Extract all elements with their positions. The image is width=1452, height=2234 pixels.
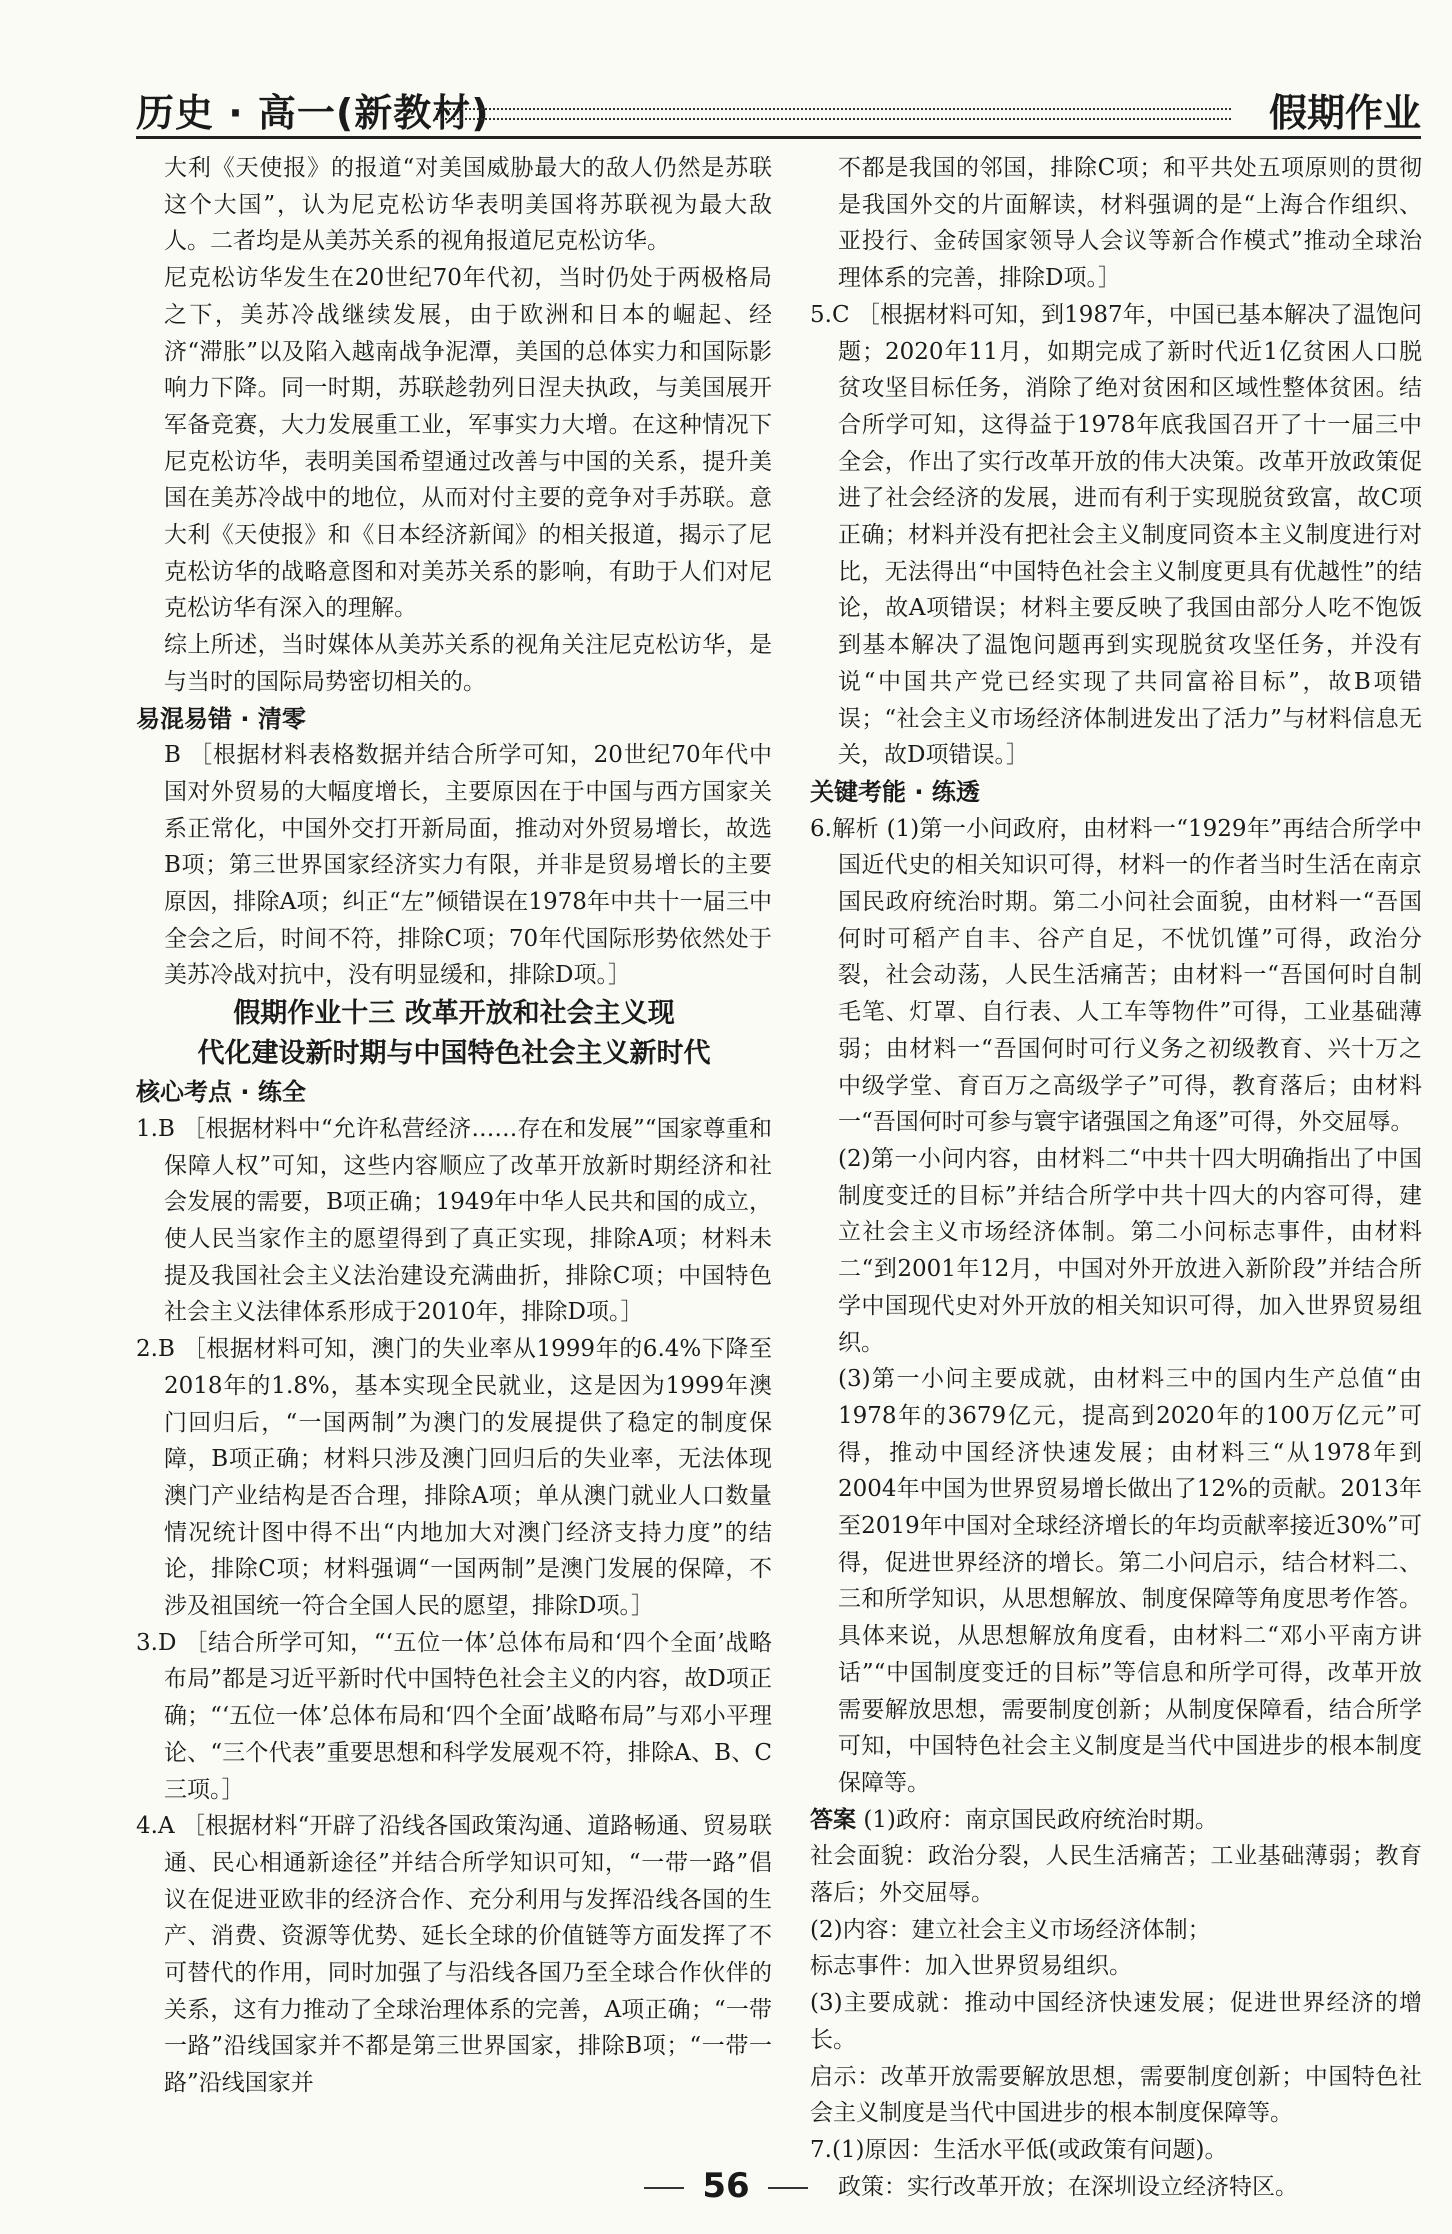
answer-item: 5.C ［根据材料可知，到1987年，中国已基本解决了温饱问题；2020年11月，如期完成了新时代近1亿贫困人口脱贫攻坚目标任务，消除了绝对贫困和区域性整体贫困。结合所学可知，这得益于1978年底我国召开了十一届三中全会，作出了实行改革开放的伟大决策。改革开放政策促进了社会经济的发展，进而有利于实现脱贫致富，故C项正确；材料并没有把社会主义制度同资本主义制度进行对比，无法得出“中国特色社会主义制度更具有优越性”的结论，故A项错误；材料主要反映了我国由部分人吃不饱饭到基本解决了温饱问题再到实现脱贫攻坚任务，并没有说“中国共产党已经实现了共同富裕目标”，故B项错误；“社会主义市场经济体制进发出了活力”与材料信息无关，故D项错误。］	[810, 301, 1422, 769]
answer-line: 启示：改革开放需要解放思想，需要制度创新；中国特色社会主义制度是当代中国进步的根本制度保障等。	[810, 2063, 1422, 2127]
paragraph: (2)第一小问内容，由材料二“中共十四大明确指出了中国制度变迁的目标”并结合所学中共十四大的内容可得，建立社会主义市场经济体制。第二小问标志事件，由材料二“到2001年12月，中国对外开放进入新阶段”并结合所学中国现代史对外开放的相关知识可得，加入世界贸易组织。	[838, 1145, 1422, 1356]
header-section: 假期作业	[1268, 91, 1421, 135]
answer-item: 1.B ［根据材料中“允许私营经济……存在和发展”“国家尊重和保障人权”可知，这些内容顺应了改革开放新时期经济和社会发展的需要，B项正确；1949年中华人民共和国的成立，使人民当家作主的愿望得到了真正实现，排除A项；材料未提及我国社会主义法治建设充满曲折，排除C项；中国特色社会主义法律体系形成于2010年，排除D项。］	[136, 1115, 772, 1326]
answer-item: 2.B ［根据材料可知，澳门的失业率从1999年的6.4%下降至2018年的1.8%，基本实现全民就业，这是因为1999年澳门回归后，“一国两制”为澳门的发展提供了稳定的制度保障，B项正确；材料只涉及澳门回归后的失业率，无法体现澳门产业结构是否合理，排除A项；单从澳门就业人口数量情况统计图中得不出“内地加大对澳门经济支持力度”的结论，排除C项；材料强调“一国两制”是澳门发展的保障，不涉及祖国统一符合全国人民的愿望，排除D项。］	[136, 1336, 772, 1620]
paragraph: 尼克松访华发生在20世纪70年代初，当时仍处于两极格局之下，美苏冷战继续发展，由于欧洲和日本的崛起、经济“滞胀”以及陷入越南战争泥潭，美国的总体实力和国际影响力下降。同一时期，苏联趁勃列日涅夫执政，与美国展开军备竞赛，大力发展重工业，军事实力大增。在这种情况下尼克松访华，表明美国希望通过改善与中国的关系，提升美国在美苏冷战中的地位，从而对付主要的竞争对手苏联。意大利《天使报》和《日本经济新闻》的相关报道，揭示了尼克松访华的战略意图和对美苏关系的影响，有助于人们对尼克松访华有深入的理解。	[164, 265, 772, 622]
right-column	[810, 150, 1422, 2205]
section-heading: 易混易错 · 清零	[136, 704, 306, 733]
page-number	[0, 2166, 1452, 2206]
page-number-text: 56	[702, 2166, 750, 2206]
dash-left	[644, 2187, 684, 2189]
answer-text: (1)政府：南京国民政府统治时期。	[863, 1806, 1218, 1833]
page-header	[136, 82, 1421, 136]
left-column	[136, 150, 772, 2102]
paragraph: (3)第一小问主要成就，由材料三中的国内生产总值“由1978年的3679亿元，提高到2020年的100万亿元”可得，推动中国经济快速发展；由材料三“从1978年到2004年中国为世界贸易增长做出了12%的贡献。2013年至2019年中国对全球经济增长的年均贡献率接近30%”可得，促进世界经济的增长。第二小问启示，结合材料二、三和所学知识，从思想解放、制度保障等角度思考作答。具体来说，从思想解放角度看，由材料二“邓小平南方讲话”“中国制度变迁的目标”等信息和所学可得，改革开放需要解放思想，需要制度创新；从制度保障看，结合所学可知，中国特色社会主义制度是当代中国进步的根本制度保障等。	[838, 1366, 1422, 1796]
section-heading: 核心考点 · 练全	[136, 1078, 306, 1107]
answer-line: (3)主要成就：推动中国经济快速发展；促进世界经济的增长。	[810, 1990, 1422, 2053]
paragraph: 不都是我国的邻国，排除C项；和平共处五项原则的贯彻是我国外交的片面解读，材料强调的是“上海合作组织、亚投行、金砖国家领导人会议等新合作模式”推动全球治理体系的完善，排除D项。］	[838, 155, 1422, 292]
answer-line: (2)内容：建立社会主义市场经济体制；	[810, 1916, 1211, 1943]
dash-right	[768, 2187, 808, 2189]
answer-item: 4.A ［根据材料“开辟了沿线各国政策沟通、道路畅通、贸易联通、民心相通新途径”并结合所学知识可知，“一带一路”倡议在促进亚欧非的经济合作、充分利用与发挥沿线各国的生产、消费、资源等优势、延长全球的价值链等方面发挥了不可替代的作用，同时加强了与沿线各国乃至全球合作伙伴的关系，这有力推动了全球治理体系的完善，A项正确；“一带一路”沿线国家并不都是第三世界国家，排除B项；“一带一路”沿线国家并	[136, 1813, 772, 2097]
header-subject: 历史 · 高一(新教材)	[136, 91, 490, 135]
paragraph: 大利《天使报》的报道“对美国威胁最大的敌人仍然是苏联这个大国”，认为尼克松访华表明美国将苏联视为最大敌人。二者均是从美苏关系的视角报道尼克松访华。	[164, 155, 772, 255]
answer-line: 社会面貌：政治分裂，人民生活痛苦；工业基础薄弱；教育落后；外交屈辱。	[810, 1843, 1422, 1907]
header-dotted-rule	[436, 108, 1231, 120]
header-rule	[136, 136, 1421, 139]
answer-line: 7.(1)原因：生活水平低(或政策有问题)。	[810, 2136, 1228, 2163]
paragraph: 综上所述，当时媒体从美苏关系的视角关注尼克松访华，是与当时的国际局势密切相关的。	[164, 632, 772, 695]
chapter-title-line2: 代化建设新时期与中国特色社会主义新时代	[197, 1038, 711, 1070]
answer-item: 3.D ［结合所学可知，“‘五位一体’总体布局和‘四个全面’战略布局”都是习近平新时代中国特色社会主义的内容，故D项正确；“‘五位一体’总体布局和‘四个全面’战略布局”与邓小平理论、“三个代表”重要思想和科学发展观不符，排除A、B、C三项。］	[136, 1629, 772, 1803]
answer-line: 标志事件：加入世界贸易组织。	[810, 1953, 1132, 1980]
answer-block	[810, 1802, 1422, 1839]
chapter-title-line1: 假期作业十三 改革开放和社会主义现	[233, 998, 675, 1030]
answer-label: 答案	[810, 1806, 856, 1833]
answer-item: 6.解析 (1)第一小问政府，由材料一“1929年”再结合所学中国近代史的相关知识可得，材料一的作者当时生活在南京国民政府统治时期。第二小问社会面貌，由材料一“吾国何时可稻产自丰、谷产自足，不忧饥馑”可得，政治分裂，社会动荡，人民生活痛苦；由材料一“吾国何时自制毛笔、灯罩、自行表、人工车等物件”可得，工业基础薄弱；由材料一“吾国何时可行义务之初级教育、兴十万之中级学堂、育百万之高级学子”可得，教育落后；由材料一“吾国何时可参与寰宇诸强国之角逐”可得，外交屈辱。	[810, 815, 1422, 1136]
answer-line: 政策：实行改革开放；在深圳设立经济特区。	[838, 2173, 1298, 2200]
paragraph: B ［根据材料表格数据并结合所学可知，20世纪70年代中国对外贸易的大幅度增长，主要原因在于中国与西方国家关系正常化，中国外交打开新局面，推动对外贸易增长，故选B项；第三世界国家经济实力有限，并非是贸易增长的主要原因，排除A项；纠正“左”倾错误在1978年中共十一届三中全会之后，时间不符，排除C项；70年代国际形势依然处于美苏冷战对抗中，没有明显缓和，排除D项。］	[164, 742, 772, 989]
section-heading: 关键考能 · 练透	[810, 777, 980, 806]
